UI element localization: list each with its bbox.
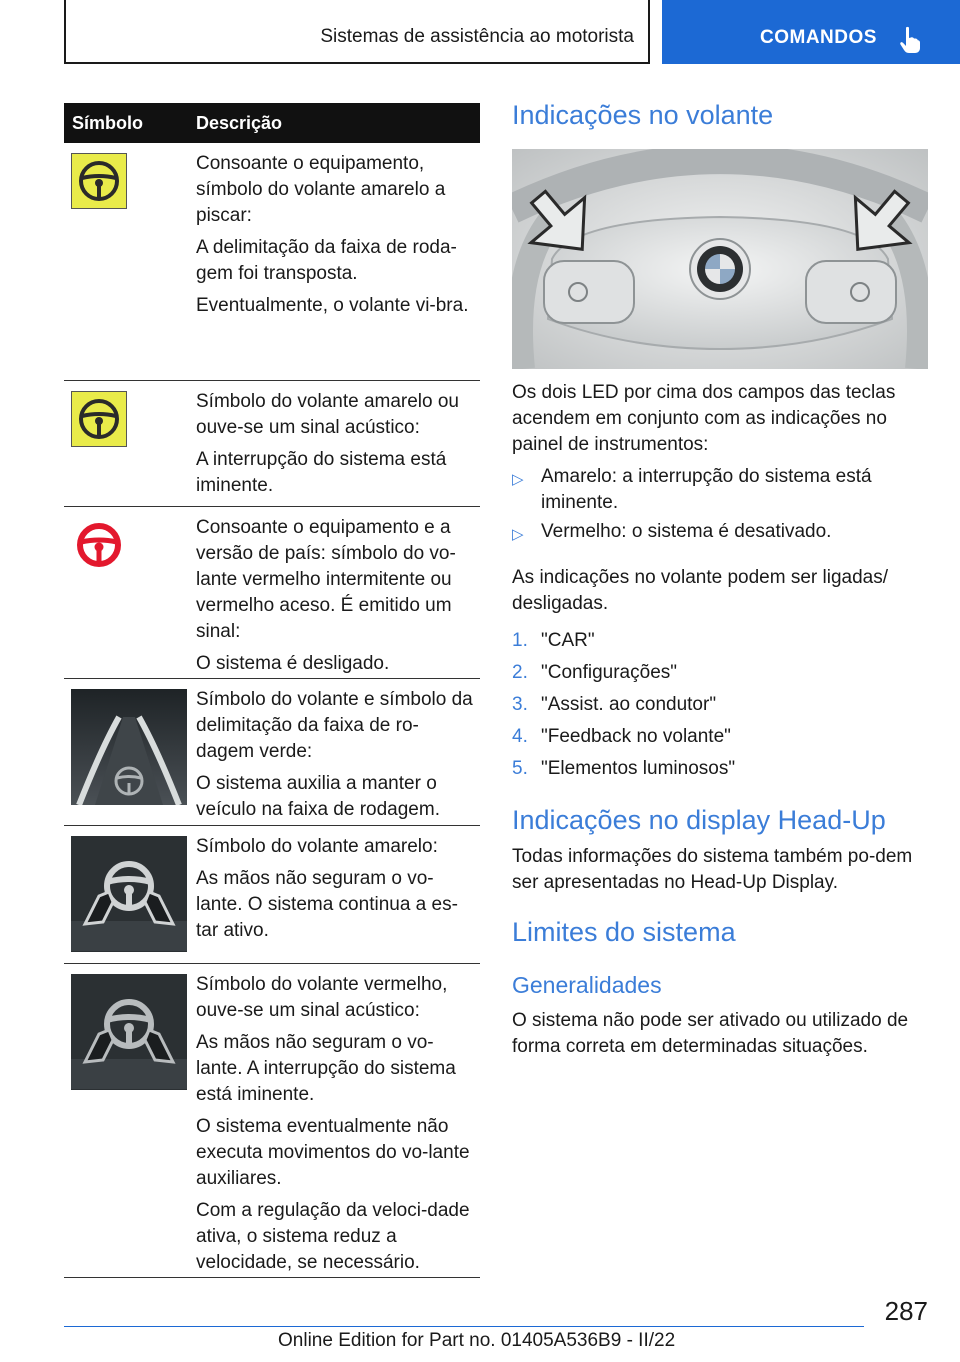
list-item — [512, 692, 716, 718]
step-text: "Elementos luminosos" — [541, 758, 736, 779]
section-title: Sistemas de assistência ao motorista — [320, 26, 634, 47]
footer-divider — [64, 1326, 864, 1327]
lane-display-green-icon — [71, 689, 187, 810]
bullet-triangle-icon: ▷ — [512, 471, 524, 488]
list-item — [512, 660, 677, 686]
table-row — [64, 964, 480, 1278]
heading-limites: Limites do sistema — [512, 917, 736, 947]
pointing-hand-icon — [898, 26, 922, 54]
step-text: "Feedback no volante" — [541, 726, 731, 747]
row-text: O sistema auxilia a manter o veículo na faixa de rodagem. — [196, 773, 440, 820]
hands-off-yellow-icon — [71, 836, 187, 957]
row-text: O sistema é desligado. — [196, 653, 390, 674]
column-header-description: Descrição — [196, 113, 283, 133]
row-text: As mãos não seguram o vo-lante. A interrupção do sistema está iminente. — [196, 1032, 456, 1105]
row-text: Consoante o equipamento e a versão de país: símbolo do vo-lante vermelho intermitente ou vermelho aceso. É emitido um sinal: — [196, 517, 456, 642]
steering-wheel-yellow-icon — [71, 153, 127, 214]
table-row — [64, 381, 480, 507]
step-number: 4. — [512, 726, 528, 747]
paragraph-ligadas: As indicações no volante podem ser ligadas/ desligadas. — [512, 567, 889, 614]
row-text: Consoante o equipamento, símbolo do volante amarelo a piscar: — [196, 153, 446, 226]
table-header — [64, 103, 480, 143]
footer-edition: Online Edition for Part no. 01405A536B9 - II/22 — [278, 1330, 676, 1351]
paragraph-head-up: Todas informações do sistema também po-dem ser apresentadas no Head-Up Display. — [512, 846, 913, 893]
row-text: Símbolo do volante amarelo: — [196, 836, 438, 857]
row-text: A interrupção do sistema está iminente. — [196, 449, 447, 496]
row-text: Símbolo do volante amarelo ou ouve-se um sinal acústico: — [196, 391, 459, 438]
symbol-table — [64, 103, 480, 1278]
step-number: 5. — [512, 758, 528, 779]
table-row — [64, 679, 480, 826]
row-text: Com a regulação da veloci-dade ativa, o sistema reduz a velocidade, se necessário. — [196, 1200, 470, 1273]
bullet-text: Vermelho: o sistema é desativado. — [541, 521, 832, 542]
table-row — [64, 507, 480, 679]
step-text: "Assist. ao condutor" — [541, 694, 717, 715]
page-number: 287 — [884, 1296, 928, 1326]
steering-wheel-photo — [512, 149, 928, 369]
row-text: Eventualmente, o volante vi-bra. — [196, 295, 469, 316]
table-row — [64, 143, 480, 381]
list-item — [512, 724, 731, 750]
step-number: 3. — [512, 694, 528, 715]
row-text: Símbolo do volante e símbolo da delimitação da faixa de ro-dagem verde: — [196, 689, 473, 762]
chapter-tab-label: COMANDOS — [760, 27, 877, 48]
steering-wheel-yellow-icon — [71, 391, 127, 452]
step-text: "Configurações" — [541, 662, 678, 683]
hands-off-red-icon — [71, 974, 187, 1095]
row-text: A delimitação da faixa de roda-gem foi transposta. — [196, 237, 457, 284]
step-text: "CAR" — [541, 630, 595, 651]
steering-wheel-red-icon — [71, 517, 127, 578]
list-item — [512, 756, 735, 782]
row-text: As mãos não seguram o vo-lante. O sistema continua a es-tar ativo. — [196, 868, 458, 941]
column-header-symbol: Símbolo — [72, 113, 143, 133]
step-number: 1. — [512, 630, 528, 651]
list-item — [512, 464, 930, 516]
header-section-box — [64, 0, 650, 64]
paragraph-led: Os dois LED por cima dos campos das teclas acendem em conjunto com as indicações no painel de instrumentos: — [512, 382, 896, 455]
bullet-text: Amarelo: a interrupção do sistema está iminente. — [541, 466, 872, 513]
row-text: O sistema eventualmente não executa movimentos do vo-lante auxiliares. — [196, 1116, 470, 1189]
row-text: Símbolo do volante vermelho, ouve-se um sinal acústico: — [196, 974, 448, 1021]
heading-head-up: Indicações no display Head-Up — [512, 805, 886, 835]
list-item — [512, 628, 595, 654]
table-row — [64, 826, 480, 964]
bullet-triangle-icon: ▷ — [512, 526, 524, 543]
heading-generalidades: Generalidades — [512, 972, 662, 998]
list-item — [512, 519, 930, 545]
paragraph-generalidades: O sistema não pode ser ativado ou utilizado de forma correta em determinadas situações. — [512, 1010, 909, 1057]
step-number: 2. — [512, 662, 528, 683]
chapter-tab[interactable] — [662, 0, 960, 64]
heading-indicacoes-volante: Indicações no volante — [512, 100, 774, 130]
